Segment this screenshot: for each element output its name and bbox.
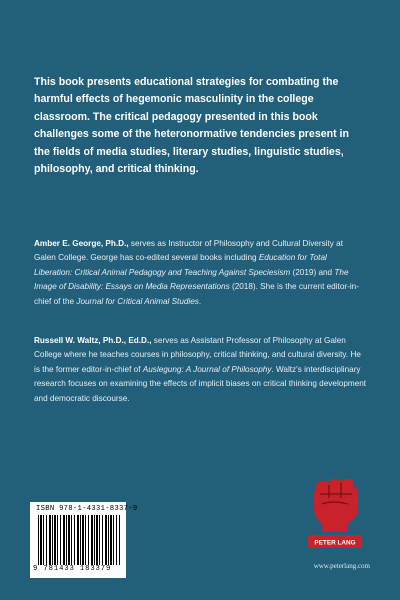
barcode-bars	[38, 515, 120, 565]
author-bio-waltz	[34, 334, 367, 406]
bio-text: (2019) and	[290, 267, 335, 277]
logo-text: PETER LANG	[314, 539, 356, 547]
bio-text: serves as Assistant Professor of Philosophy at Galen College where he teaches courses in philosophy, critical thinking, and cultural diversity. He is the former editor-in-chief of	[34, 336, 361, 374]
author-bio-george	[34, 237, 367, 309]
journal-title: Journal for Critical Animal Studies	[76, 296, 199, 306]
bio-text: .	[198, 296, 202, 306]
back-cover-blurb: This book presents educational strategies for combating the harmful effects of hegemonic masculinity in the college classroom. The critical pedagogy presented in this book challenges some of the heteronormative tendencies present in the fields of media studies, literary studies, linguistic studies, philosophy, and critical thinking.	[34, 76, 349, 176]
bio-text: serves as Instructor of Philosophy and Cultural Diversity at Galen College. George has co-edited several books including	[34, 239, 343, 263]
bio-text: . Waltz's interdisciplinary research focuses on examining the effects of implicit biases on critical thinking development and democratic discourse.	[34, 364, 367, 403]
author-name: Amber E. George, Ph.D.,	[34, 239, 129, 248]
author-name: Russell W. Waltz, Ph.D., Ed.D.,	[34, 336, 152, 345]
peter-lang-logo-icon	[302, 478, 368, 554]
book-title: Education for Total Liberation: Critical Animal Pedagogy and Teaching Against Speciesism	[34, 253, 327, 277]
bio-text: (2018). She is the current editor-in-chief of the	[34, 282, 359, 306]
book-title: The Image of Disability: Essays on Media Representations	[34, 267, 349, 292]
isbn-number: ISBN 978-1-4331-8337-9	[36, 505, 138, 513]
journal-title: Auslegung: A Journal of Philosophy	[142, 364, 272, 374]
publisher-url[interactable]: www.peterlang.com	[313, 562, 370, 570]
barcode-digits: 9 781433 183379	[33, 565, 112, 573]
